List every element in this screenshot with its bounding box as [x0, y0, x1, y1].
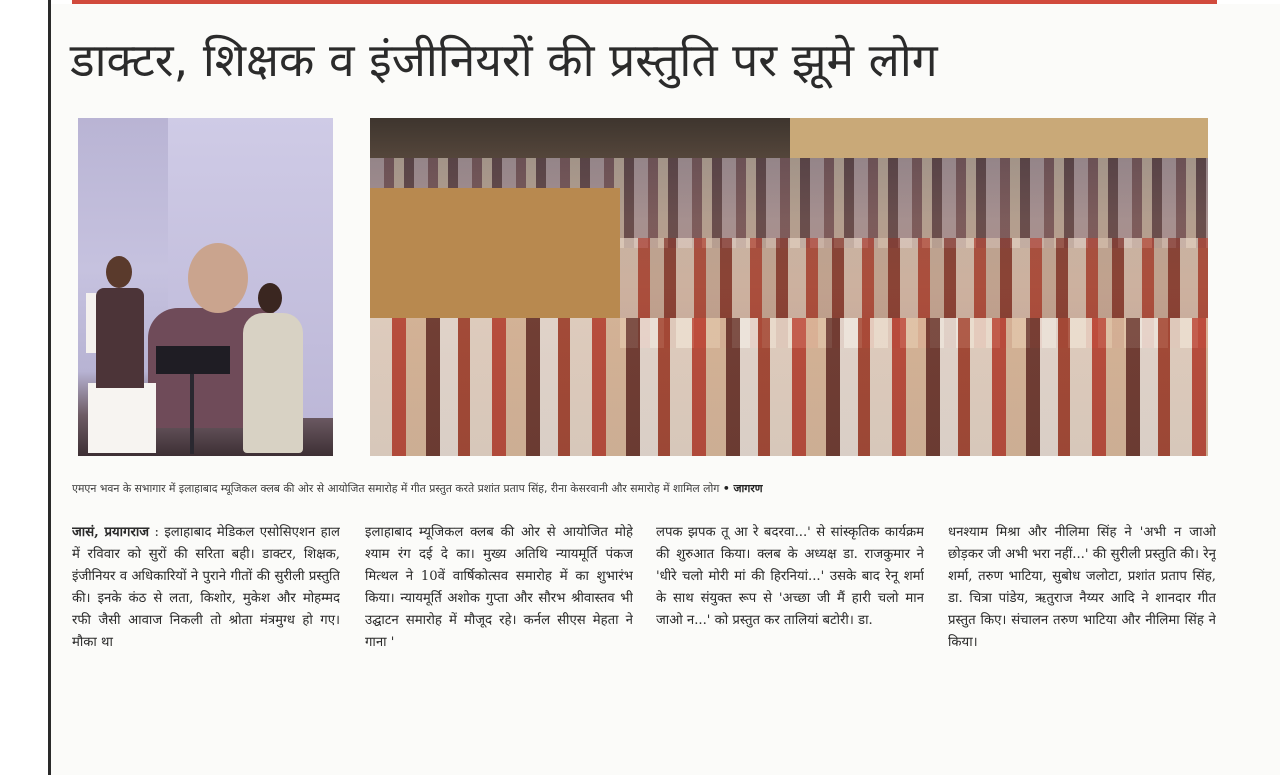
singer-male-dhoti — [88, 383, 156, 453]
article-column-4 — [948, 522, 1216, 752]
column-text: लपक झपक तू आ रे बदरवा...' से सांस्कृतिक कार्यक्रम की शुरुआत किया। क्लब के अध्यक्ष डा. राजकुमार ने 'धीरे चलो मोरी मां की हिरनियां...' उसके बाद रेनू शर्मा के साथ संयुक्त रूप से 'अच्छा जी मैं हारी चलो मान जाओ न...' को प्रस्तुत कर तालियां बटोरी। डा. — [656, 525, 924, 628]
audience-photo — [370, 118, 1208, 456]
caption-text: एमएन भवन के सभागार में इलाहाबाद म्यूजिकल क्लब की ओर से आयोजित समारोह में गीत प्रस्तुत करते प्रशांत प्रताप सिंह, रीना केसरवानी और समारोह में शामिल लोग — [72, 482, 720, 495]
music-stand — [156, 346, 230, 374]
article-column-1 — [72, 522, 340, 752]
caption-credit: • जागरण — [722, 482, 763, 495]
dateline: जासं, प्रयागराज — [72, 525, 150, 540]
article-column-3 — [656, 522, 924, 752]
top-rule — [72, 0, 1217, 4]
headline: डाक्टर, शिक्षक व इंजीनियरों की प्रस्तुति पर झूमे लोग — [70, 33, 938, 87]
photo-caption — [72, 480, 1212, 498]
audience-front-rows — [370, 318, 1208, 456]
screen-figure-head — [188, 243, 248, 313]
auditorium-balcony — [790, 118, 1208, 158]
music-stand-pole — [190, 374, 194, 454]
singer-female — [243, 313, 303, 453]
singer-male-head — [106, 256, 132, 288]
column-text: धनश्याम मिश्रा और नीलिमा सिंह ने 'अभी न जाओ छोड़कर जी अभी भरा नहीं...' की सुरीली प्रस्तुति की। रेनू शर्मा, तरुण भाटिया, सुबोध जलोटा, प्रशांत प्रताप सिंह, डा. चित्रा पांडेय, ऋतुराज नैय्यर आदि ने शानदार गीत प्रस्तुत किए। संचालन तरुण भाटिया और नीलिमा सिंह ने किया। — [948, 525, 1216, 650]
stage-performance-photo — [78, 118, 333, 456]
singer-male — [96, 288, 144, 388]
singer-female-head — [258, 283, 282, 313]
article-column-2 — [365, 522, 633, 752]
auditorium-wall — [370, 188, 620, 318]
column-text: : इलाहाबाद मेडिकल एसोसिएशन हाल में रविवार को सुरों की सरिता बही। डाक्टर, शिक्षक, इंजीनियर व अधिकारियों ने पुराने गीतों की सुरीली प्रस्तुति की। इनके कंठ से लता, किशोर, मुकेश और मोहम्मद रफी जैसी आवाज निकली तो श्रोता मंत्रमुग्ध हो गए। मौका था — [72, 525, 340, 650]
column-text: इलाहाबाद म्यूजिकल क्लब की ओर से आयोजित मोहे श्याम रंग दई दे का। मुख्य अतिथि न्यायमूर्ति पंकज मित्थल ने 10वें वार्षिकोत्सव समारोह में का शुभारंभ किया। न्यायमूर्ति अशोक गुप्ता और सौरभ श्रीवास्तव भी उद्घाटन समारोह में मौजूद रहे। कर्नल सीएस मेहता ने गाना ' — [365, 525, 633, 650]
